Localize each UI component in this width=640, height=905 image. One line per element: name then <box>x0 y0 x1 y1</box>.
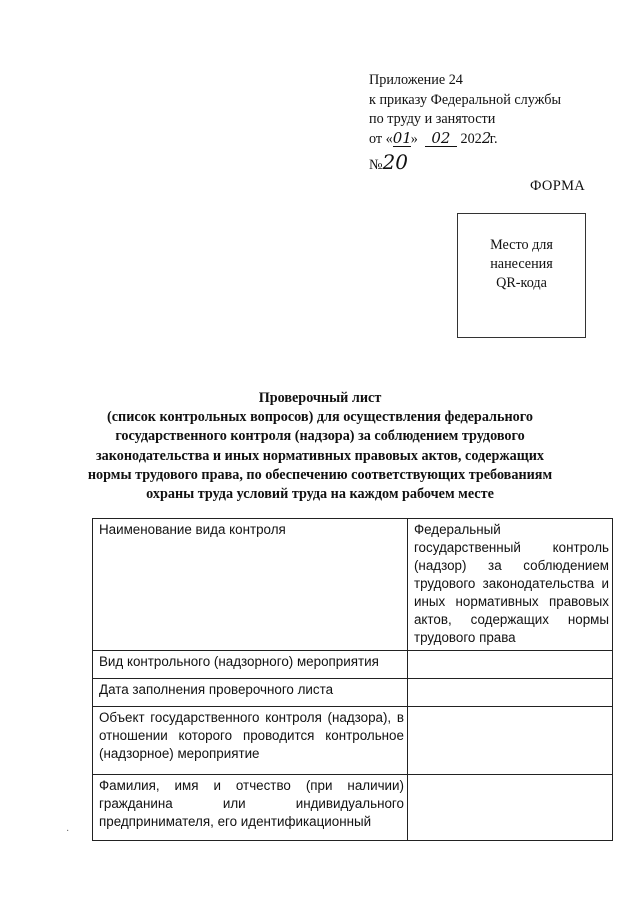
appendix-header <box>369 71 561 176</box>
table-label-cell: Объект государственного контроля (надзора), в отношении которого проводится контрольное (надзорное) мероприятие <box>93 707 408 775</box>
forma-label: ФОРМА <box>530 178 586 194</box>
date-year-suffix: г. <box>489 130 498 147</box>
document-title <box>80 389 560 504</box>
scan-mark: · <box>66 826 70 837</box>
appendix-date <box>369 130 561 150</box>
table-value-cell <box>407 775 612 841</box>
qr-text-line-1: Место для <box>490 237 553 253</box>
appendix-line-2: к приказу Федеральной службы <box>369 91 562 108</box>
title-line-4: законодательства и иных нормативных правовых актов, содержащих <box>95 447 545 464</box>
control-info-table <box>92 518 613 841</box>
appendix-line-3: по труду и занятости <box>369 111 496 127</box>
date-year-prefix: 202 <box>460 130 482 147</box>
date-year-digit-handwritten: 2 <box>481 128 492 147</box>
table-row <box>93 519 613 651</box>
title-line-1: Проверочный лист <box>258 390 382 406</box>
qr-placeholder-text <box>458 236 585 293</box>
table-row <box>93 775 613 841</box>
table-label-cell: Фамилия, имя и отчество (при наличии) гражданина или индивидуального предпринимателя, его идентификационный <box>93 775 408 841</box>
table-value-cell: Федеральный государственный контроль (надзор) за соблюдением трудового законодательства и иных нормативных правовых актов, содержащих нормы трудового права <box>407 519 612 651</box>
table-label-cell: Вид контрольного (надзорного) мероприятия <box>93 651 408 679</box>
date-day-handwritten: 01 <box>392 128 412 147</box>
qr-text-line-3: QR-кода <box>496 275 547 291</box>
appendix-line-1: Приложение 24 <box>369 72 463 88</box>
date-prefix: от « <box>369 130 393 147</box>
table-label-cell: Наименование вида контроля <box>93 519 408 651</box>
table-value-cell <box>407 651 612 679</box>
qr-text-line-2: нанесения <box>490 256 553 272</box>
table-value-cell <box>407 707 612 775</box>
title-line-6: охраны труда условий труда на каждом рабочем месте <box>146 486 494 503</box>
number-sign: № <box>369 157 383 173</box>
title-line-2: (список контрольных вопросов) для осуществления федерального <box>107 409 533 426</box>
table-label-cell: Дата заполнения проверочного листа <box>93 679 408 707</box>
table-value-cell <box>407 679 612 707</box>
date-mid: » <box>410 130 418 147</box>
qr-code-placeholder <box>457 213 586 338</box>
order-number <box>369 150 561 176</box>
table-row <box>93 679 613 707</box>
table-row <box>93 707 613 775</box>
date-month-handwritten: 02 <box>425 131 457 147</box>
table-row <box>93 651 613 679</box>
title-line-3: государственного контроля (надзора) за соблюдением трудового <box>115 428 525 445</box>
title-line-5: нормы трудового права, по обеспечению соответствующих требованиям <box>87 466 553 483</box>
order-number-handwritten: 20 <box>382 150 408 174</box>
